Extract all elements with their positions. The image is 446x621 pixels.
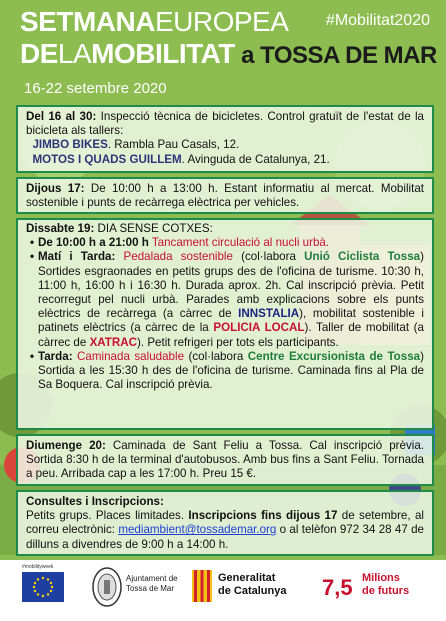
list-item <box>30 350 424 393</box>
contact-email-link[interactable]: mediambient@tossademar.org <box>118 523 277 537</box>
item2-org4: XATRAC <box>89 335 138 349</box>
box1-lead: Del 16 al 30: <box>26 110 97 123</box>
title-word-la: LA <box>57 38 92 69</box>
item3-red: Caminada saludable <box>72 349 185 363</box>
title-line-2 <box>20 38 437 70</box>
item2-org: Unió Ciclista Tossa <box>304 250 421 264</box>
shop2-name: MOTOS I QUADS GUILLEM <box>32 152 182 166</box>
shop1-address: . Rambla Pau Casals, 12. <box>107 138 240 152</box>
item3-a: (col·labora <box>184 349 248 363</box>
title-line-1 <box>20 6 288 38</box>
mf-line-2: de futurs <box>362 585 410 597</box>
milions-de-futurs-logo-icon <box>322 568 356 604</box>
box5-deadline: Inscripcions fins dijous 17 <box>188 509 338 523</box>
mobilityweek-tag: #mobilityweek <box>22 564 54 570</box>
box2-lead: Dijous 17: <box>26 182 85 195</box>
item2-a: (col·labora <box>232 250 305 264</box>
box2-text: De 10:00 h a 13:00 h. Estant informatiu al mercat. Mobilitat sostenible i punts de recàrrega elèctrica per vehicles. <box>26 182 424 210</box>
box5-heading: Consultes i Inscripcions: <box>26 495 164 508</box>
list-item <box>30 250 424 349</box>
generalitat-name <box>218 572 286 598</box>
sponsor-footer <box>0 560 446 621</box>
box-saturday <box>16 218 434 430</box>
title-word-mobilitat: MOBILITAT <box>91 38 235 69</box>
item1-red: Tancament circulació al nucli urbà. <box>148 236 330 250</box>
event-dates: 16-22 setembre 2020 <box>24 80 167 97</box>
item1-time: De 10:00 h a 21:00 h <box>38 236 149 250</box>
gen-line-2: de Catalunya <box>218 585 287 597</box>
shop1-name: JIMBO BIKES <box>32 138 108 152</box>
box5-a: Petits grups. Places limitades. <box>26 509 189 523</box>
gen-line-1: Generalitat <box>218 572 276 584</box>
box-contact <box>16 490 434 556</box>
title-word-setmana: SETMANA <box>20 6 155 37</box>
item2-org3: POLICIA LOCAL <box>213 321 305 335</box>
mf-mark: 7,5 <box>322 575 353 600</box>
poster-header <box>0 0 446 105</box>
box3-heading <box>26 222 424 236</box>
item2-red: Pedalada sostenible <box>115 250 233 264</box>
saturday-activities <box>26 236 424 392</box>
item2-c: ), mobilitat sostenible i patinets elèctrics (a càrrec de la <box>38 307 425 335</box>
title-location: a TOSSA DE MAR <box>234 42 437 69</box>
box4-text: Caminada de Sant Feliu a Tossa. Cal inscripció prèvia. Sortida 8:30 h de la terminal d'autobusos. Amb bus fins a Sant Feliu. Tornada a peu. Arribada cap a les 17:00 h. Preu 15 €. <box>26 439 424 481</box>
item2-b: ) Sortides esgraonades en petits grups des de l'oficina de turisme. 10:30 h, 11:00 h, 16:00 h i 16:30 h. Durada aprox. 2h. Cal inscripció prèvia. Petit recorregut pel nucli urbà. Parades amb explicacions sobre els punts elèctrics de recàrrega (a càrrec de <box>38 250 424 321</box>
tossa-line-1: Ajuntament de <box>126 574 178 583</box>
box1-text: Inspecció tècnica de bicicletes. Control gratuït de l'estat de la bicicleta als tallers: <box>26 110 424 138</box>
box3-lead-rest: DIA SENSE COTXES: <box>94 222 213 235</box>
item2-d: ). Taller de mobilitat (a càrrec de <box>38 321 424 349</box>
box5-c: de setembre, al correu electrònic: <box>26 509 424 537</box>
box-thursday <box>16 177 434 214</box>
item3-org: Centre Excursionista de Tossa <box>247 349 421 363</box>
box-sunday <box>16 434 434 486</box>
tossa-line-2: Tossa de Mar <box>126 584 175 593</box>
tossa-council-name <box>126 574 178 594</box>
hashtag: #Mobilitat2020 <box>325 12 430 29</box>
generalitat-flag-icon <box>192 570 212 602</box>
item3-b: ) Sortida a les 15:30 h des de l'oficina de turisme. Caminada fins al Pla de Sa Boquera. Cal inscripció prèvia. <box>38 349 424 392</box>
box5-d: o al telèfon 972 34 28 47 de dilluns a divendres de 9:00 h a 14:00 h. <box>26 523 424 551</box>
box-bike-inspection <box>16 105 434 173</box>
eu-flag-icon <box>22 572 64 602</box>
item3-lead: Tarda: <box>38 349 73 363</box>
item2-lead: Matí i Tarda: <box>38 250 116 264</box>
list-item <box>30 236 424 250</box>
shop2-address: . Avinguda de Catalunya, 21. <box>181 152 330 166</box>
item2-e: ). Petit refrigeri per tots els participants. <box>137 335 339 349</box>
milions-de-futurs-name <box>362 572 409 598</box>
mf-line-1: Milions <box>362 572 400 584</box>
title-word-europea: EUROPEA <box>154 6 289 37</box>
tossa-seal-icon <box>92 566 122 608</box>
item2-org2: INNSTALIA <box>238 307 300 321</box>
box3-lead: Dissabte 19: <box>26 222 95 235</box>
title-word-de: DE <box>20 38 58 69</box>
box4-lead: Diumenge 20: <box>26 439 106 452</box>
